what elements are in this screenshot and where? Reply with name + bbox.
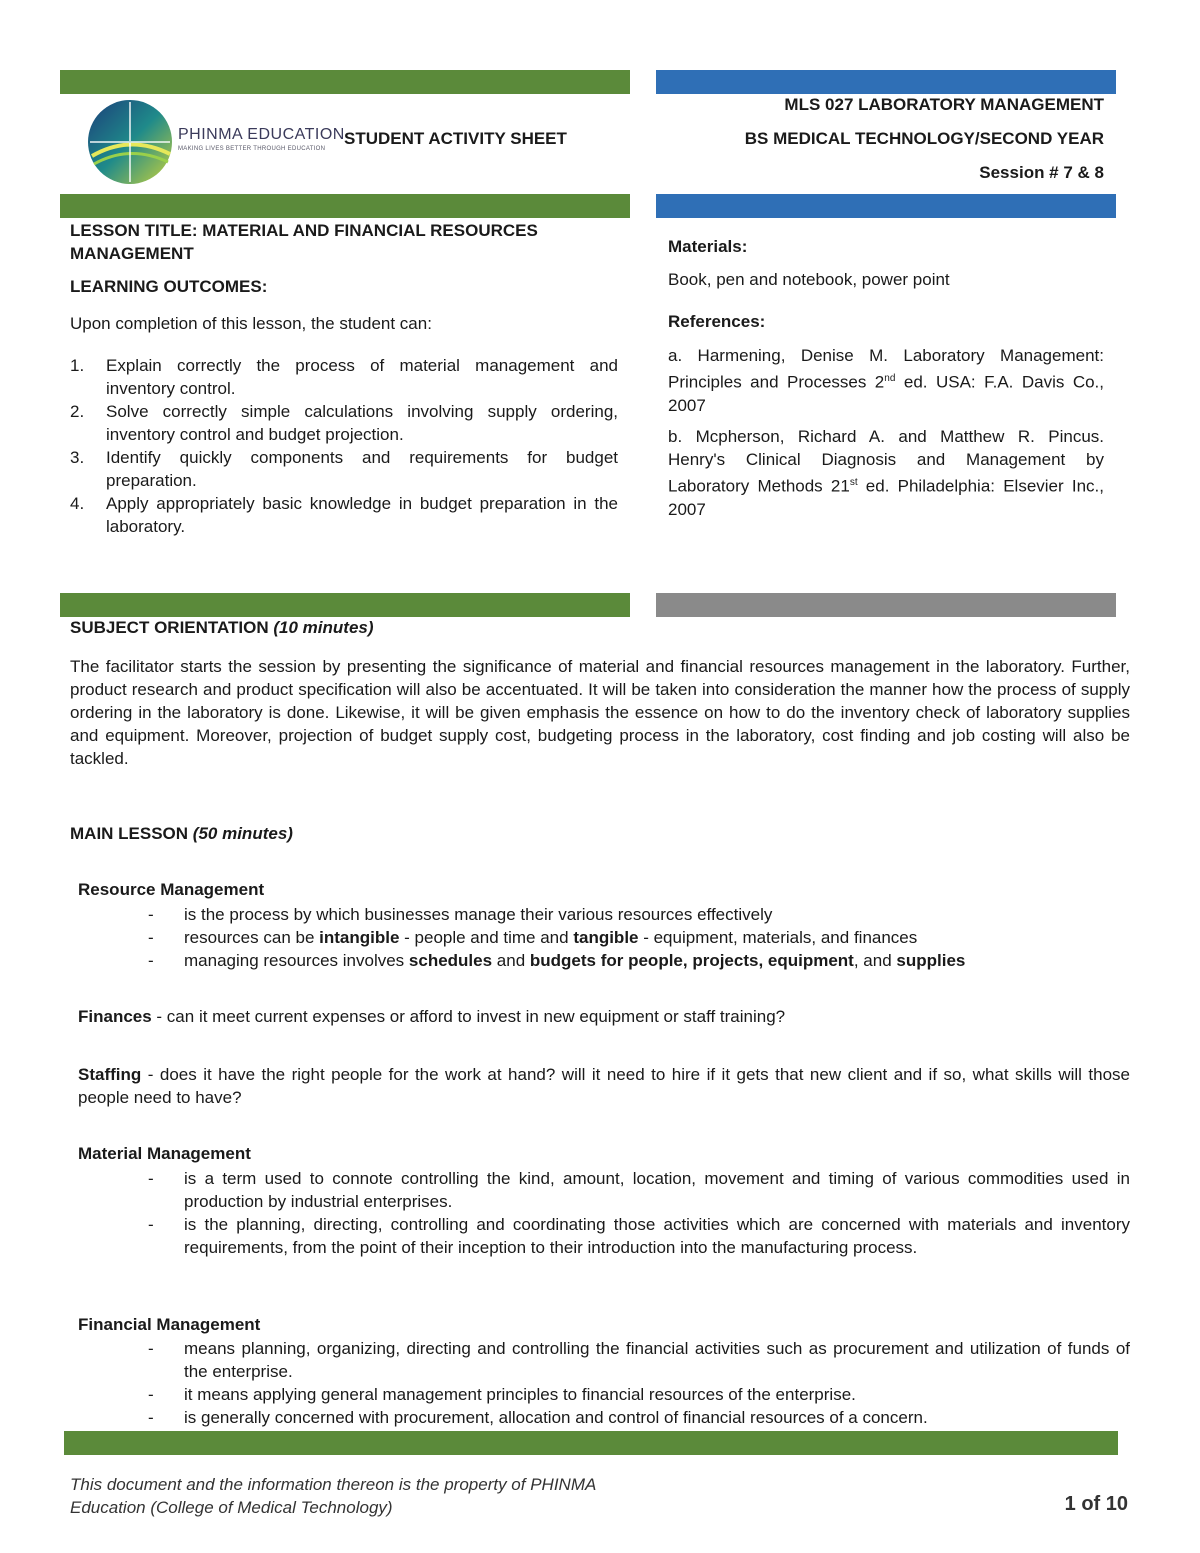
- material-management-title: Material Management: [78, 1144, 251, 1163]
- course-title: MLS 027 LABORATORY MANAGEMENT: [784, 95, 1104, 114]
- footer-green-bar: [64, 1431, 1118, 1455]
- lesson-title-value: : MATERIAL AND FINANCIAL RESOURCES MANAGEMENT: [70, 221, 538, 263]
- main-lesson-heading: MAIN LESSON (50 minutes): [70, 824, 293, 843]
- session-number: Session # 7 & 8: [979, 163, 1104, 182]
- list-item: - it means applying general management principles to financial resources of the enterprise.: [148, 1385, 856, 1404]
- list-item: - is generally concerned with procurement, allocation and control of financial resources of a concern.: [148, 1408, 928, 1427]
- orientation-green-bar: [60, 593, 630, 617]
- sheet-title: STUDENT ACTIVITY SHEET: [344, 129, 567, 148]
- list-item: 3. Identify quickly components and requirements for budget preparation.: [70, 448, 618, 490]
- orientation-text: The facilitator starts the session by presenting the significance of material and financial resources management in the laboratory. Further, product research and product specification will also be accentuated. It will be taken into consideration the manner how the process of supply ordering in the laboratory is done. Likewise, it will be given emphasis the essence on how to do the inventory check of laboratory supplies and equipment. Moreover, projection of budget supply cost, budgeting process in the laboratory, cost finding and job costing will also be tackled.: [70, 657, 1130, 768]
- reference-a: a. Harmening, Denise M. Laboratory Management: Principles and Processes 2nd ed. USA: F.A. Davis Co., 2007: [668, 346, 1105, 415]
- resource-management-list: [78, 903, 1130, 972]
- materials-text: Book, pen and notebook, power point: [668, 270, 950, 289]
- header-blue-bar-right: [656, 70, 1116, 94]
- list-item: - is a term used to connote controlling the kind, amount, location, movement and timing of various commodities used in production by industrial enterprises.: [148, 1169, 1130, 1211]
- financial-management-list: [78, 1337, 1130, 1429]
- materials-blue-bar: [656, 194, 1116, 218]
- list-item: - is the process by which businesses manage their various resources effectively: [148, 905, 773, 924]
- reference-b: b. Mcpherson, Richard A. and Matthew R. Pincus. Henry's Clinical Diagnosis and Management by Laboratory Methods 21st ed. Philadelphia: Elsevier Inc., 2007: [668, 427, 1104, 519]
- lesson-title: [70, 219, 618, 265]
- list-item: - means planning, organizing, directing and controlling the financial activities such as procurement and utilization of funds of the enterprise.: [148, 1339, 1130, 1381]
- header-green-bar-left: [60, 70, 630, 94]
- list-item: 1. Explain correctly the process of material management and inventory control.: [70, 356, 618, 398]
- page-number: 1 of 10: [1064, 1493, 1128, 1515]
- lesson-green-bar: [60, 194, 630, 218]
- materials-heading: Materials:: [668, 237, 748, 256]
- outcomes-list: [70, 354, 618, 538]
- material-management-list: [78, 1167, 1130, 1259]
- lesson-title-label: LESSON TITLE: [70, 221, 192, 240]
- list-item: - resources can be intangible - people and time and tangible - equipment, materials, and finances: [148, 928, 918, 947]
- logo-tagline: MAKING LIVES BETTER THROUGH EDUCATION: [178, 146, 326, 152]
- resource-management-title: Resource Management: [78, 880, 265, 899]
- outcomes-heading: LEARNING OUTCOMES:: [70, 277, 268, 296]
- financial-management-title: Financial Management: [78, 1315, 261, 1334]
- logo-wordmark: PHINMA EDUCATION: [178, 126, 345, 143]
- list-item: 2. Solve correctly simple calculations involving supply ordering, inventory control and budget projection.: [70, 402, 618, 444]
- list-item: 4. Apply appropriately basic knowledge in budget preparation in the laboratory.: [70, 494, 618, 536]
- finances-definition: Finances - can it meet current expenses or afford to invest in new equipment or staff training?: [78, 1007, 786, 1026]
- orientation-heading: SUBJECT ORIENTATION (10 minutes): [70, 618, 374, 637]
- outcomes-intro: Upon completion of this lesson, the student can:: [70, 314, 432, 333]
- orientation-gray-bar: [656, 593, 1116, 617]
- references-heading: References:: [668, 312, 766, 331]
- staffing-definition: Staffing - does it have the right people for the work at hand? will it need to hire if it gets that new client and if so, what skills will those people need to have?: [78, 1065, 1130, 1107]
- phinma-logo-icon: [86, 98, 174, 186]
- footer-property-notice: This document and the information thereon is the property of PHINMA Education (College of Medical Technology): [70, 1475, 597, 1517]
- program-title: BS MEDICAL TECHNOLOGY/SECOND YEAR: [744, 129, 1104, 148]
- list-item: - is the planning, directing, controlling and coordinating those activities which are concerned with materials and inventory requirements, from the point of their inception to their introduction into the manufacturing process.: [148, 1215, 1130, 1257]
- list-item: - managing resources involves schedules and budgets for people, projects, equipment, and supplies: [148, 951, 966, 970]
